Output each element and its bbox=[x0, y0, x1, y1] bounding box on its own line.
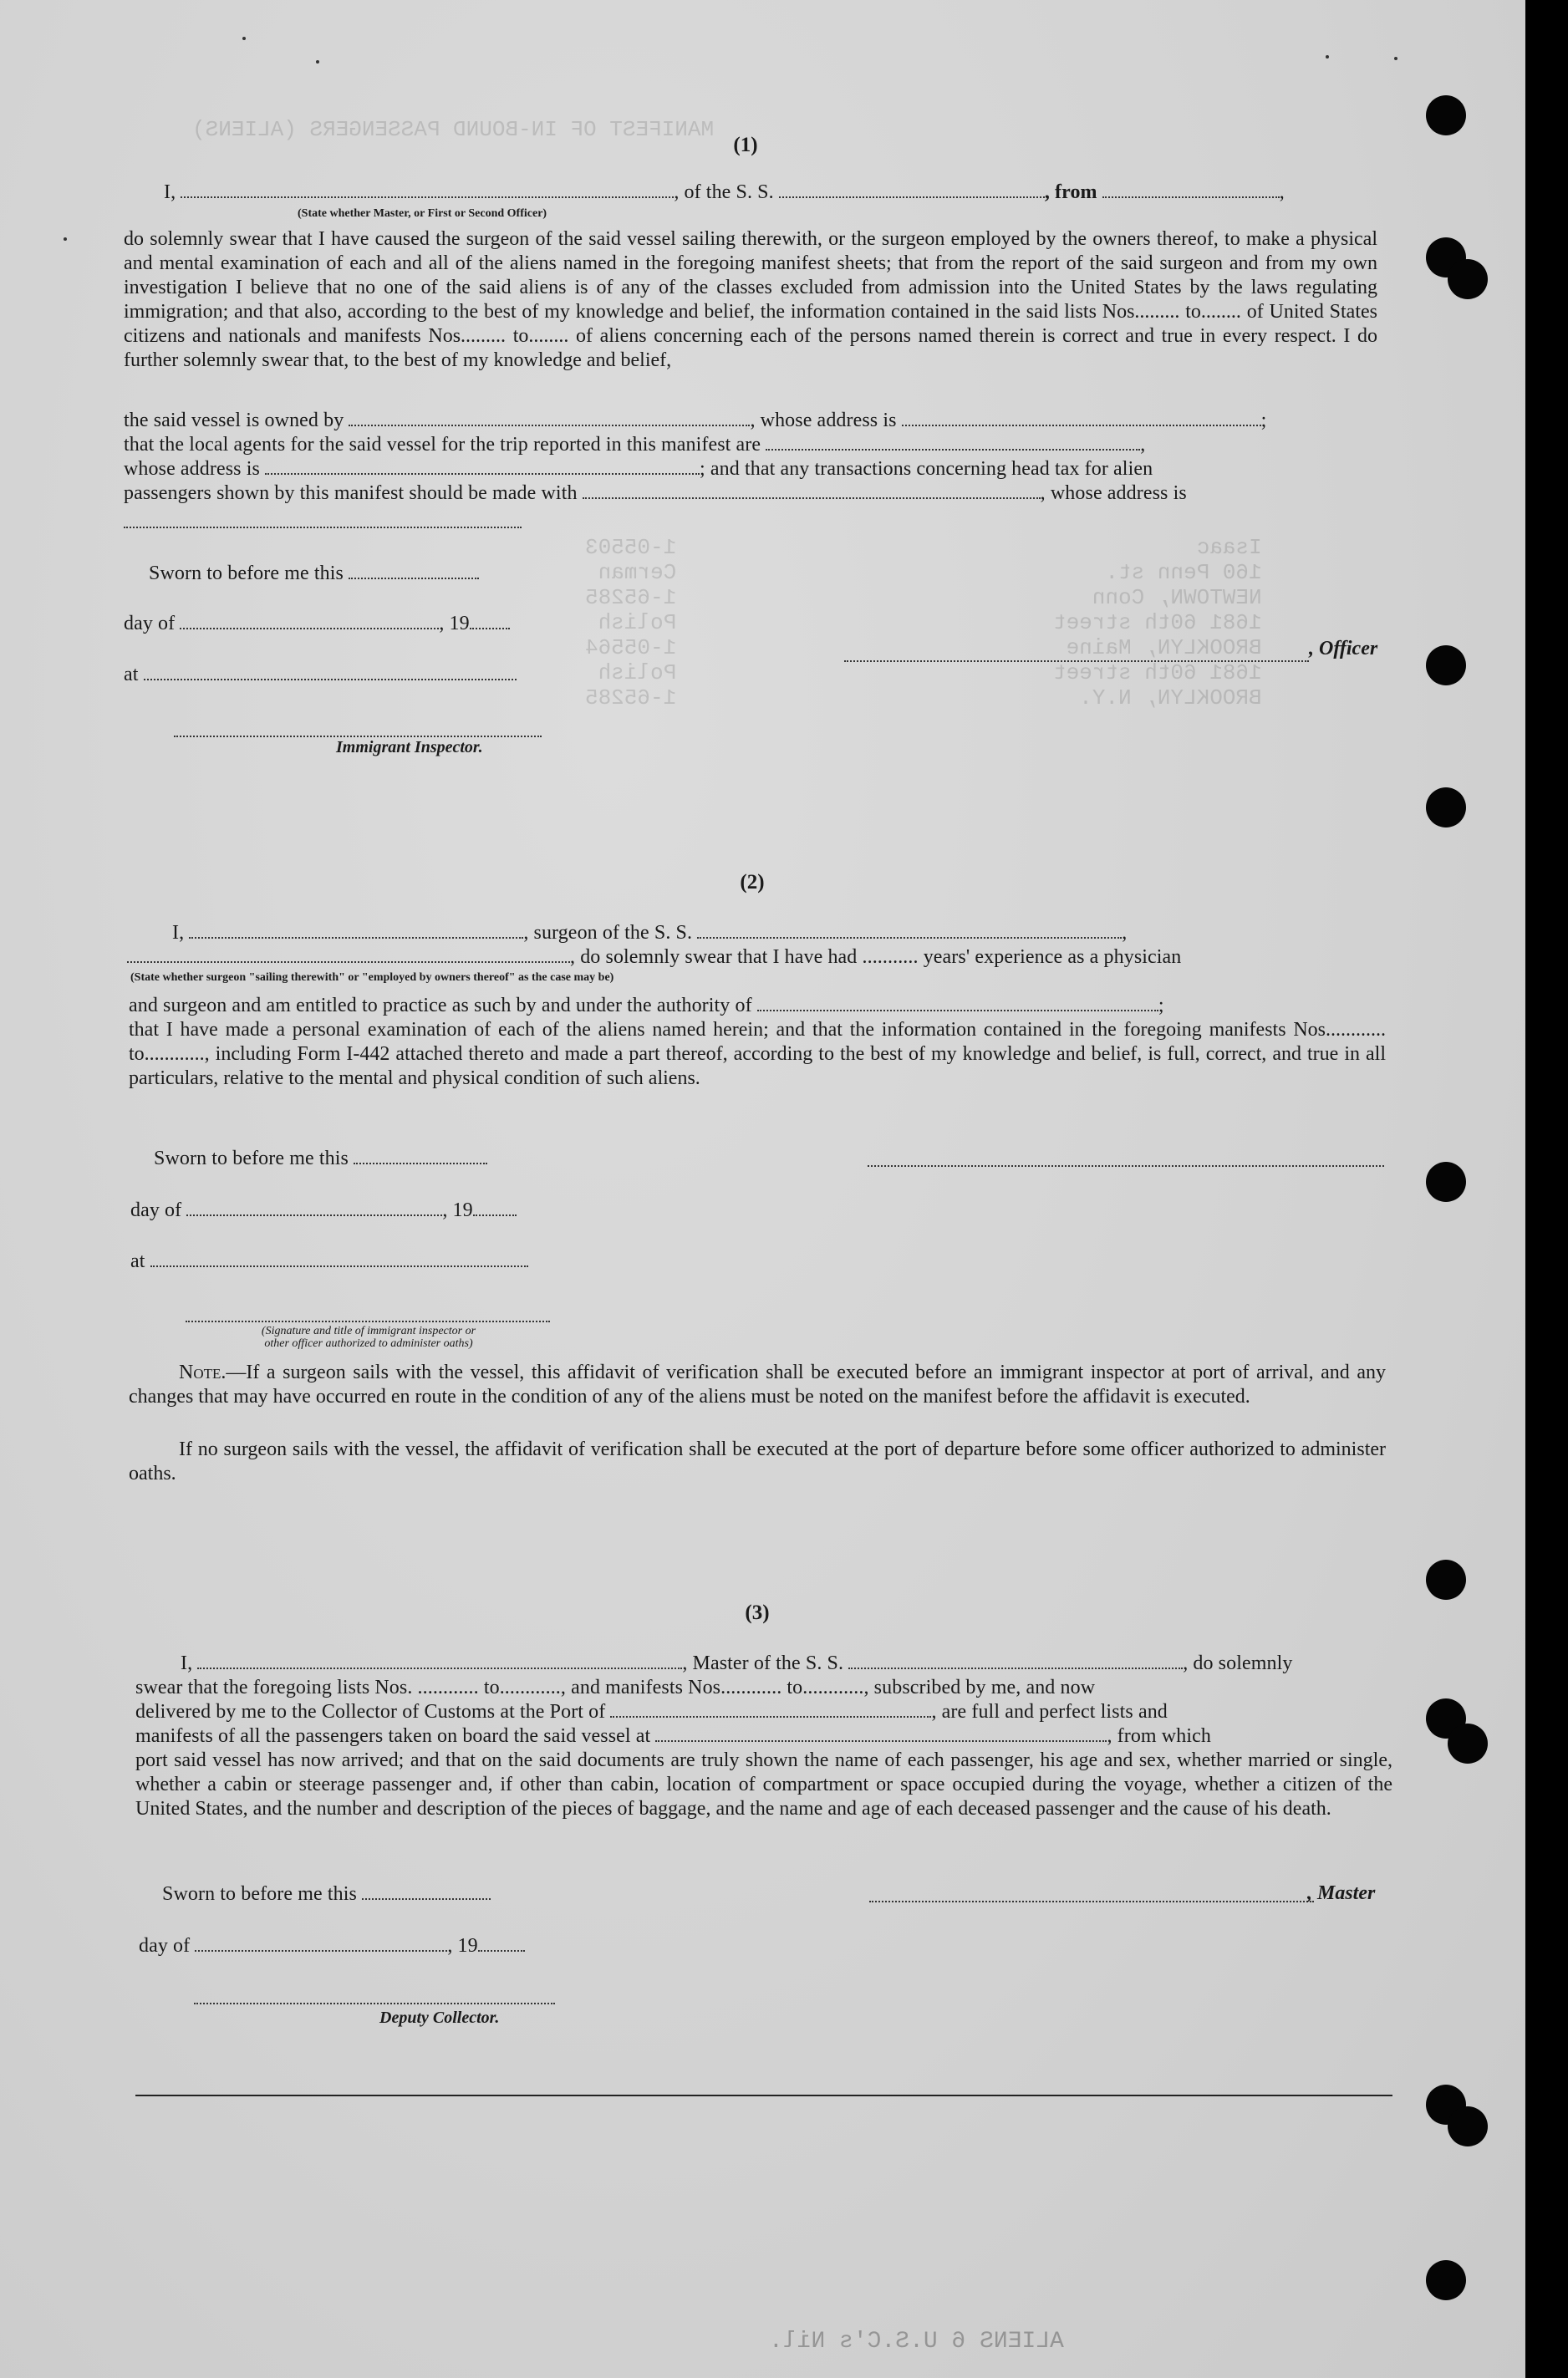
punch-hole bbox=[1426, 1560, 1466, 1600]
whose-address-line bbox=[124, 457, 1153, 481]
day-of-line-3 bbox=[139, 1934, 525, 1958]
full-perfect-label: , are full and perfect lists and bbox=[931, 1701, 1168, 1723]
transactions-text: ; and that any transactions concerning head tax for alien bbox=[700, 458, 1153, 480]
inspector-caption: Immigrant Inspector. bbox=[336, 738, 483, 756]
officer-signature-field[interactable] bbox=[844, 660, 1309, 662]
speck bbox=[316, 60, 319, 64]
master-name-field[interactable] bbox=[181, 181, 674, 198]
whose-address-label: , whose address is bbox=[750, 410, 897, 431]
section-2-number: (2) bbox=[740, 871, 765, 894]
section-3-line-1 bbox=[181, 1652, 1292, 1676]
sworn-date-field-3[interactable] bbox=[362, 1883, 491, 1900]
sworn-line-3 bbox=[162, 1882, 491, 1907]
month-field[interactable] bbox=[180, 613, 439, 629]
section-2-line-1: I, , surgeon of the S. S. , bbox=[172, 922, 1128, 944]
month-field-2[interactable] bbox=[186, 1199, 442, 1216]
owned-by-line: the said vessel is owned by , whose address is ; bbox=[124, 410, 1267, 431]
local-agents-line: that the local agents for the said vessel for the trip reported in this manifest are , bbox=[124, 434, 1146, 456]
note-paragraph bbox=[129, 1361, 1386, 1409]
taken-on-board-label: manifests of all the passengers taken on board the said vessel at bbox=[135, 1725, 651, 1747]
day-of-label: day of bbox=[124, 613, 176, 634]
master-name-field-3[interactable] bbox=[197, 1652, 682, 1669]
day-of-label-2: day of bbox=[130, 1199, 182, 1221]
head-tax-party-field[interactable] bbox=[583, 482, 1041, 499]
owner-field[interactable] bbox=[349, 410, 750, 426]
vessel-name-field[interactable] bbox=[779, 181, 1045, 198]
month-field-3[interactable] bbox=[195, 1935, 447, 1952]
inspector-signature-field[interactable] bbox=[174, 736, 542, 737]
do-solemnly-label: , do solemnly bbox=[1183, 1652, 1293, 1674]
surgeon-signature-field[interactable] bbox=[868, 1165, 1384, 1167]
place-field-2[interactable] bbox=[150, 1250, 528, 1267]
surgeon-status-field[interactable] bbox=[127, 946, 570, 963]
year-label-3: , 19 bbox=[447, 1935, 478, 1957]
section-3-number: (3) bbox=[745, 1601, 770, 1624]
local-agents-label: that the local agents for the said vessel for the trip reported in this manifest are bbox=[124, 434, 761, 456]
sworn-label-2: Sworn to before me this bbox=[154, 1148, 349, 1169]
master-signature-field[interactable] bbox=[869, 1901, 1314, 1902]
passengers-shown-line bbox=[124, 481, 1187, 506]
note-text: —If a surgeon sails with the vessel, this affidavit of verification shall be executed before an immigrant inspector at port of arrival, and any changes that may have occurred en route in the condition of any of the aliens must be noted on the manifest before the affidavit is executed. bbox=[129, 1362, 1386, 1408]
owned-by-label: the said vessel is owned by bbox=[124, 410, 344, 431]
year-label: , 19 bbox=[439, 613, 470, 634]
port-from-field[interactable] bbox=[1102, 181, 1280, 198]
footer-stamp: ALIENS 6 U.S.C's Nil. bbox=[769, 2329, 1064, 2355]
master-label: , Master bbox=[1307, 1882, 1376, 1904]
surgeon-vessel-field[interactable] bbox=[697, 922, 1122, 939]
surgeon-name-field[interactable] bbox=[189, 922, 523, 939]
speck bbox=[1326, 55, 1329, 59]
master-caption: (State whether Master, or First or Second Officer) bbox=[298, 207, 547, 220]
bottom-rule bbox=[135, 2095, 1392, 2096]
section-3-paragraph: port said vessel has now arrived; and that on the said documents are truly shown the name of each passenger, his age and sex, whether married or single, whether a cabin or steerage passenger and, if other than cabin, location of compartment or space occupied during the voyage, whether a citizen of the United States, and the number and description of the pieces of baggage, and the name and age of each deceased passenger and the cause of his death. bbox=[135, 1749, 1392, 1820]
punch-hole bbox=[1448, 259, 1488, 299]
port-label: delivered by me to the Collector of Customs at the Port of bbox=[135, 1701, 606, 1723]
speck bbox=[242, 37, 246, 40]
of-ss-label: , of the S. S. bbox=[674, 181, 774, 203]
collector-signature-field[interactable] bbox=[194, 2003, 555, 2004]
section-1-number: (1) bbox=[733, 134, 758, 156]
section-2-paragraph: that I have made a personal examination of each of the aliens named herein; and that the information contained in the foregoing manifests Nos............ to............, including Form I-442 attached thereto and made a part thereof, according to the best of my knowledge and belief, is full, correct, and true in all particulars, relative to the mental and physical condition of such aliens. bbox=[129, 1019, 1386, 1089]
master-of-label: , Master of the S. S. bbox=[682, 1652, 844, 1674]
pronoun-i-2: I, bbox=[172, 922, 185, 944]
pronoun-i: I, bbox=[164, 181, 176, 203]
officer-label: , Officer bbox=[1309, 638, 1378, 659]
officer-signature-field-2[interactable] bbox=[186, 1321, 550, 1322]
punch-hole bbox=[1426, 1162, 1466, 1202]
section-1-line-1: I, , of the S. S. , from , bbox=[164, 181, 1285, 203]
owner-address-field[interactable] bbox=[902, 410, 1261, 426]
collector-port-field[interactable] bbox=[610, 1701, 931, 1718]
pronoun-i-3: I, bbox=[181, 1652, 193, 1674]
at-label: at bbox=[124, 664, 139, 685]
year-field-2[interactable] bbox=[473, 1199, 517, 1216]
punch-hole bbox=[1426, 645, 1466, 685]
agent-address-field[interactable] bbox=[265, 458, 700, 475]
speck bbox=[1394, 57, 1397, 60]
punch-hole bbox=[1448, 1724, 1488, 1764]
officer-caption-line-2: other officer authorized to administer oaths) bbox=[264, 1337, 473, 1350]
vessel-name-field-3[interactable] bbox=[848, 1652, 1183, 1669]
note-label: Note. bbox=[179, 1362, 227, 1383]
section-3-line-3 bbox=[135, 1700, 1168, 1724]
authority-line: and surgeon and am entitled to practice as such by and under the authority of ; bbox=[129, 995, 1164, 1016]
section-3-line-2: swear that the foregoing lists Nos. ............ to............, and manifests Nos............ to............, subscribed by me, and now bbox=[135, 1677, 1096, 1698]
note-paragraph-2: If no surgeon sails with the vessel, the affidavit of verification shall be executed at the port of departure before some officer authorized to administer oaths. bbox=[129, 1439, 1386, 1484]
section-2-line-2 bbox=[127, 945, 1181, 970]
at-label-2: at bbox=[130, 1250, 145, 1272]
place-field[interactable] bbox=[144, 664, 517, 680]
from-label: , from bbox=[1044, 181, 1097, 203]
punch-hole bbox=[1426, 2260, 1466, 2300]
section-3-line-4 bbox=[135, 1724, 1211, 1749]
authority-label: and surgeon and am entitled to practice as such by and under the authority of bbox=[129, 995, 752, 1016]
year-field[interactable] bbox=[470, 613, 510, 629]
surgeon-caption: (State whether surgeon "sailing therewith" or "employed by owners thereof" as the case may be) bbox=[130, 971, 614, 984]
at-line-1 bbox=[124, 663, 517, 687]
from-which-label: , from which bbox=[1107, 1725, 1211, 1747]
head-tax-address-field[interactable] bbox=[124, 527, 522, 528]
authority-field[interactable] bbox=[757, 995, 1158, 1011]
section-1-paragraph: do solemnly swear that I have caused the surgeon of the said vessel sailing therewith, or the surgeon employed by the owners thereof, to make a physical and mental examination of each and all of the aliens named in the foregoing manifest sheets; that from the report of the said surgeon and from my own investigation I believe that no one of the said aliens is of any of the classes excluded from admission into the United States by the laws regulating immigration; and that also, according to the best of my knowledge and belief, the information contained in the said lists Nos......... to........ of United States citizens and nationals and manifests Nos......... to........ of aliens concerning each of the persons named therein is correct and true in every respect. I do further solemnly swear that, to the best of my knowledge and belief, bbox=[124, 228, 1377, 371]
collector-caption: Deputy Collector. bbox=[379, 2009, 500, 2027]
embarkation-port-field[interactable] bbox=[655, 1725, 1107, 1742]
sworn-date-field-2[interactable] bbox=[354, 1148, 487, 1164]
bleed-through-text: 1-05503 Cerman 1-65285 Polish 1-05564 Polish 1-65285 bbox=[585, 535, 677, 710]
day-of-label-3: day of bbox=[139, 1935, 191, 1957]
sworn-date-field[interactable] bbox=[349, 563, 479, 579]
surgeon-of-label: , surgeon of the S. S. bbox=[523, 922, 693, 944]
day-of-line-1 bbox=[124, 612, 510, 636]
passengers-shown-label: passengers shown by this manifest should be made with bbox=[124, 482, 578, 504]
whose-address-end-label: , whose address is bbox=[1040, 482, 1187, 504]
sworn-label-3: Sworn to before me this bbox=[162, 1883, 357, 1905]
sworn-label: Sworn to before me this bbox=[149, 563, 344, 584]
bleed-through-text: MANIFEST OF IN-BOUND PASSENGERS (ALIENS) bbox=[192, 117, 715, 142]
whose-address-is-label: whose address is bbox=[124, 458, 260, 480]
punch-hole bbox=[1448, 2106, 1488, 2146]
officer-caption-line-1: (Signature and title of immigrant inspector or bbox=[261, 1325, 476, 1337]
punch-hole bbox=[1426, 787, 1466, 827]
at-line-2 bbox=[130, 1250, 528, 1274]
punch-hole bbox=[1426, 95, 1466, 135]
year-field-3[interactable] bbox=[478, 1935, 525, 1952]
experience-text: , do solemnly swear that I have had ........... years' experience as a physician bbox=[570, 946, 1182, 968]
sworn-line-1 bbox=[149, 562, 479, 586]
year-label-2: , 19 bbox=[442, 1199, 473, 1221]
sworn-line-2 bbox=[154, 1147, 487, 1171]
day-of-line-2 bbox=[130, 1199, 517, 1223]
speck bbox=[64, 237, 67, 241]
local-agents-field[interactable] bbox=[766, 434, 1140, 451]
bleed-through-text: Isaac 160 Penn st. NEWTOWN, Conn 1681 60th street BROOKLYN, Maine 1681 60th street BROOKLYN, N.Y. bbox=[1053, 535, 1262, 710]
